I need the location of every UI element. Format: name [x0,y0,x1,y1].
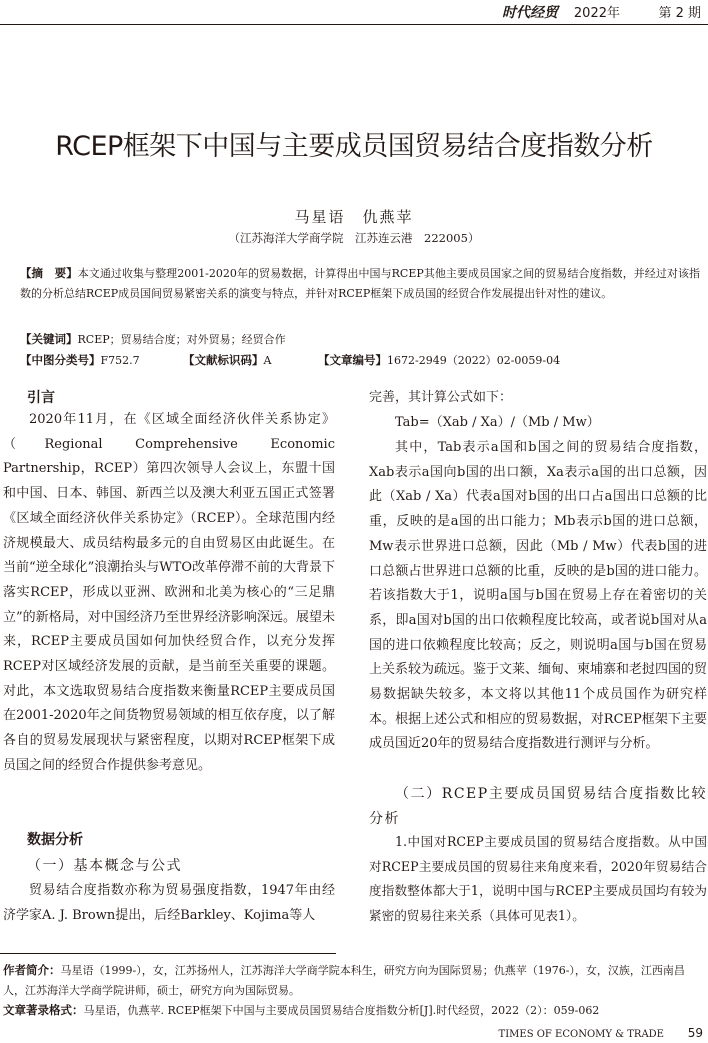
footnote-rule [0,953,336,954]
subsection-comparison: （二）RCEP主要成员国贸易结合度指数比较分析 [369,786,707,827]
document-code [183,352,271,368]
formula-intro: 完善，其计算公式如下： [369,390,513,405]
formula: Tab=（Xab / Xa）/（Mb / Mw） [395,415,600,430]
article-number-value: 1672-2949（2022）02-0059-04 [387,354,561,367]
author-affiliation: （江苏海洋大学商学院 江苏连云港 222005） [228,231,480,245]
clc-number [20,352,140,368]
abstract-label: 【摘 要】 [20,266,78,280]
article-number [318,352,560,368]
keywords [20,331,286,347]
comparison-paragraph: 1.中国对RCEP主要成员国的贸易结合度指数。从中国对RCEP主要成员国的贸易往来角度来看，2020年贸易结合度指数整体都大于1，说明中国与RCEP主要成员国均有较为紧密的贸易往来关系（具体可见表1）。 [369,834,707,924]
citation-text: 马星语，仇燕苹. RCEP框架下中国与主要成员国贸易结合度指数分析[J].时代经贸，2022（2）：059-062 [83,1004,600,1017]
article-number-label: 【文章编号】 [318,353,387,367]
citation-label: 文章著录格式： [3,1003,84,1017]
doc-code-label: 【文献标识码】 [183,353,264,367]
clc-label: 【中图分类号】 [20,353,101,367]
journal-english-name: TIMES OF ECONOMY & TRADE [498,1029,664,1040]
journal-name: 时代经贸 [502,5,558,21]
author-names: 马星语 仇燕苹 [294,208,414,226]
formula-explanation: 其中，Tab表示a国和b国之间的贸易结合度指数，Xab表示a国向b国的出口额，Xa表示a国的出口总额，因此（Xab / Xa）代表a国对b国的出口占a国出口总额的比重，反映的是a国的出口能力；Mb表示b国的进口总额，Mw表示世界进口总额，因此（Mb / Mw）代表b国的进口总额占世界进口总额的比重，反映的是b国的进口能力。若该指数大于1，说明a国与b国在贸易上存在着密切的关系，即a国对b国的出口依赖程度比较高，或者说b国对从a国的进口依赖程度比较高；反之，则说明a国与b国在贸易上关系较为疏远。鉴于文莱、缅甸、柬埔寨和老挝四国的贸易数据缺失较多，本文将以其他11个成员国作为研究样本。根据上述公式和相应的贸易数据，对RCEP框架下主要成员国近20年的贸易结合度指数进行测评与分析。 [369,440,708,752]
author-bio-label: 作者简介： [3,963,61,977]
keywords-text: RCEP；贸易结合度；对外贸易；经贸合作 [77,333,286,346]
basic-concepts-paragraph: 贸易结合度指数亦称为贸易强度指数，1947年由经济学家A. J. Brown提出，后经Barkley、Kojima等人 [3,883,335,923]
header-rule [0,24,708,25]
abstract-text: 本文通过收集与整理2001-2020年的贸易数据，计算得出中国与RCEP其他主要成员国家之间的贸易结合度指数，并经过对该指数的分析总结RCEP成员国间贸易紧密关系的演变与特点，并针对RCEP框架下成员国的经贸合作发展提出针对性的建议。 [20,267,700,300]
issue-number: 第 2 期 [658,6,701,21]
abstract [20,264,700,303]
subsection-basic-concepts: （一）基本概念与公式 [27,858,182,874]
intro-heading: 引言 [27,390,55,406]
data-analysis-heading: 数据分析 [27,832,83,848]
doc-code-value: A [263,354,272,367]
keywords-label: 【关键词】 [20,332,78,346]
author-bio-text: 马星语（1999-），女，江苏扬州人，江苏海洋大学商学院本科生，研究方向为国际贸易；仇燕苹（1976-），女，汉族，江西南昌人，江苏海洋大学商学院讲师，硕士，研究方向为国际贸易。 [3,964,685,997]
author-bio [3,960,703,1001]
page-number: 59 [687,1026,703,1040]
clc-value: F752.7 [100,354,140,367]
citation-format [3,1000,703,1021]
article-title: RCEP框架下中国与主要成员国贸易结合度指数分析 [55,131,653,162]
issue-year: 2022年 [573,6,620,21]
intro-paragraph: 2020年11月，在《区域全面经济伙伴关系协定》（Regional Comprehensive Economic Partnership，RCEP）第四次领导人会议上，东盟十国和中国、日本、韩国、新西兰以及澳大利亚五国正式签署《区域全面经济伙伴关系协定》（RCEP）。全球范围内经济规模最大、成员结构最多元的自由贸易区由此诞生。在当前“逆全球化”浪潮抬头与WTO改革停滞不前的大背景下落实RCEP，形成以亚洲、欧洲和北美为核心的“三足鼎立”的新格局，对中国经济乃至世界经济影响深远。展望未来，RCEP主要成员国如何加快经贸合作，以充分发挥RCEP对区域经济发展的贡献，是当前至关重要的课题。对此，本文选取贸易结合度指数来衡量RCEP主要成员国在2001-2020年之间货物贸易领域的相互依存度，以了解各自的贸易发展现状与紧密程度，以期对RCEP框架下成员国之间的经贸合作提供参考意见。 [3,412,335,773]
